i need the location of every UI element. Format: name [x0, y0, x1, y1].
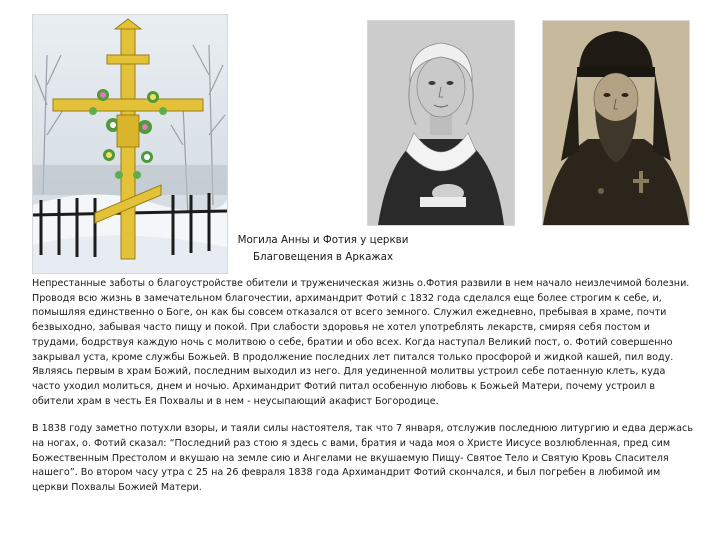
paragraph-1: [32, 277, 700, 409]
text-line: часто уходил молиться, днем и ночью. Архимандрит Фотий питал особенную любовь к Божьей Матери, почему устроил в: [32, 380, 656, 392]
text-line: безвыходно, забывая часто пищу и покой. При слабости здоровья не хотел употреблять лекарств, смиряя себя постом и: [32, 322, 651, 334]
text-line: В 1838 году заметно потухли взоры, и таяли силы настоятеля, так что 7 января, отслужив последнюю литургию и едва держась: [32, 423, 693, 435]
text-line: закрывал уста, кроме службы Божьей. В продолжение последних лет питался только просфорой и жидкой кашей, пил воду.: [32, 351, 674, 363]
paragraph-2: [32, 422, 700, 496]
article-text: [32, 277, 700, 496]
text-line: Проводя всю жизнь в замечательном благочестии, архимандрит Фотий с 1832 года сделался еще более строгим к себе, и,: [32, 292, 662, 304]
caption-line-1: Могила Анны и Фотия у церкви: [237, 234, 409, 246]
text-line: обители храм в честь Ея Похвалы и в нем - неусыпающий акафист Богородице.: [32, 395, 439, 407]
text-line: Божественным Престолом и вкушаю на земле сию и Ангелами не вкушаемую Пищу- Святое Тело и Святую Кровь Спасителя: [32, 452, 669, 464]
text-line: трудами, бодрствуя каждую ночь с молитвою о себе, братии и обо всех. Когда наступал Великий пост, о. Фотий совершенно: [32, 336, 673, 348]
photo-caption: [228, 232, 418, 266]
text-line: нашего”. Во втором часу утра с 25 на 26 февраля 1838 года Архимандрит Фотий скончался, и был погребен в любимой им: [32, 467, 661, 479]
text-line: на ногах, о. Фотий сказал: “Последний раз стою я здесь с вами, братия и чада моя о Христе Иисусе возлюбленная, пред сим: [32, 438, 671, 450]
text-line: Непрестанные заботы о благоустройстве обители и труженическая жизнь о.Фотия развили в нем начало неизлечимой болезни.: [32, 278, 690, 289]
caption-line-2: Благовещения в Аркажах: [252, 251, 394, 263]
woman-portrait-image: [367, 20, 515, 226]
monk-portrait-image: [542, 20, 690, 226]
text-line: церкви Похвалы Божией Матери.: [32, 482, 202, 494]
grave-cross-photo: [32, 14, 228, 274]
text-line: помышляя единственно о Боге, он как бы совсем отказался от всего земного. Служил ежедневно, пребывая в храме, почти: [32, 307, 667, 319]
text-line: Являясь первым в храм Божий, последним выходил из него. Для уединенной молитвы устроил себе потаенную клеть, куда: [32, 366, 666, 378]
